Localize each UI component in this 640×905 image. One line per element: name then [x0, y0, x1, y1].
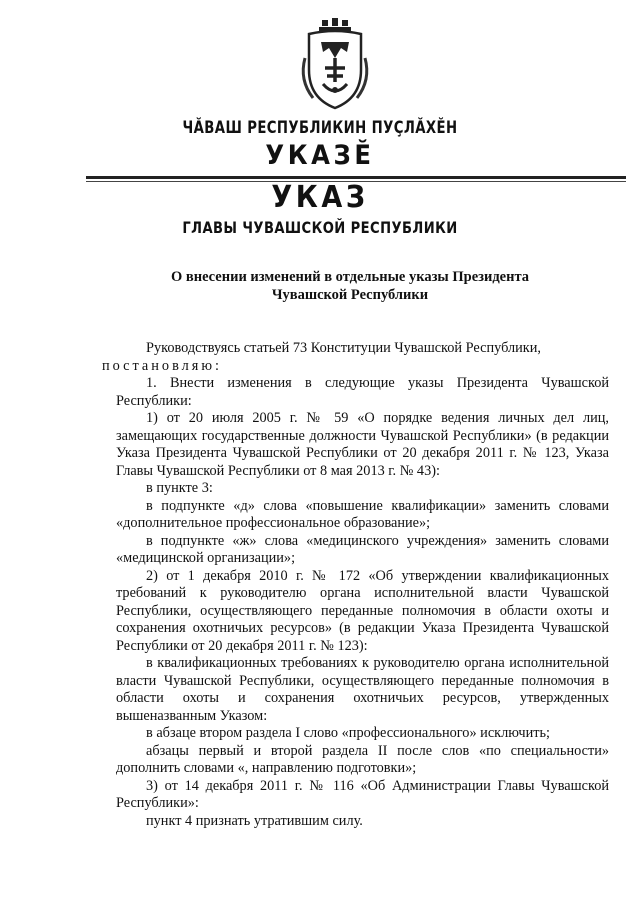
body-paragraph-subpoint-zh: в подпункте «ж» слова «медицинского учреждения» заменить словами «медицинской организации»; [116, 532, 609, 566]
header-divider-thick [86, 176, 626, 179]
body-paragraph-section-2: абзацы первый и второй раздела II после слов «по специальности» дополнить словами «, направлению подготовки»; [116, 742, 609, 776]
body-paragraph-item-1-3: 3) от 14 декабря 2011 г. № 116 «Об Администрации Главы Чувашской Республики»: [116, 777, 609, 811]
ukaz-header: УКАЗ [271, 180, 369, 215]
glavy-header: ГЛАВЫ ЧУВАШСКОЙ РЕСПУБЛИКИ [182, 218, 458, 237]
body-paragraph-decree: постановляю: [102, 357, 222, 374]
body-paragraph-section-1: в абзаце втором раздела I слово «профессионального» исключить; [146, 725, 550, 741]
body-paragraph-point-4: пункт 4 признать утратившим силу. [146, 812, 363, 829]
body-paragraph-subpoint-d: в подпункте «д» слова «повышение квалификации» заменить словами «дополнительное профессиональное образование»; [116, 497, 609, 531]
body-paragraph-requirements: в квалификационных требованиях к руководителю органа исполнительной власти Чувашской Республики, осуществляющего переданные полномочия в области охоты и сохранения охотничьих ресурсов, утвержденных вышеназванным Указом: [116, 655, 609, 724]
ukaze-header: УКАЗĔ [265, 140, 375, 171]
body-paragraph-item-1-1: 1) от 20 июля 2005 г. № 59 «О порядке ведения личных дел лиц, замещающих государственные должности Чувашской Республики» (в редакции Указа Президента Чувашской Республики от 20 декабря 2011 г. № 123, Указа Главы Чувашской Республики от 8 мая 2013 г. № 43): [116, 410, 609, 479]
document-title-line-2: Чувашской Республики [271, 287, 429, 303]
document-title [100, 268, 600, 304]
body-paragraph-preamble: Руководствуясь статьей 73 Конституции Чувашской Республики, [146, 340, 541, 356]
body-paragraph-item-1-2: 2) от 1 декабря 2010 г. № 172 «Об утверждении квалификационных требований к руководителю органа исполнительной власти Чувашской Республики, осуществляющего переданные полномочия в области охоты и сохранения охотничьих ресурсов» (в редакции Указа Президента Чувашской Республики от 20 декабря 2011 г. № 123): [116, 567, 609, 654]
document-body [102, 340, 609, 830]
body-paragraph-item-1: 1. Внести изменения в следующие указы Президента Чувашской Республики: [116, 375, 609, 409]
chuvash-header: ЧĂВАШ РЕСПУБЛИКИН ПУÇЛĂХĔН [182, 118, 458, 138]
body-paragraph-point-3: в пункте 3: [146, 480, 213, 496]
coat-of-arms-emblem [295, 18, 375, 112]
document-title-line-1: О внесении изменений в отдельные указы Президента [170, 269, 529, 285]
